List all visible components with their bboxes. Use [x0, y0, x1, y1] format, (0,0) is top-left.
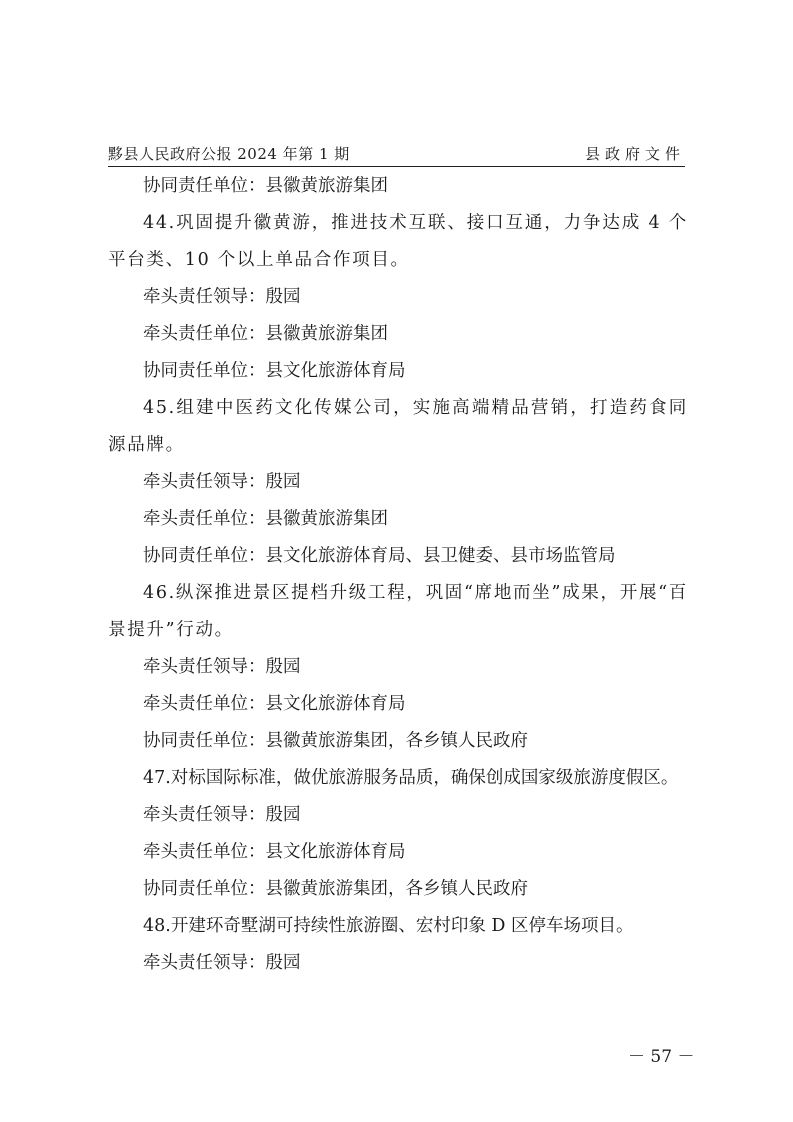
paragraph-lead-unit-2: 牵头责任单位：县徽黄旅游集团: [143, 509, 388, 529]
paragraph-coop-unit-3: 协同责任单位：县文化旅游体育局、县卫健委、县市场监管局: [143, 546, 616, 566]
paragraph-lead-leader-4: 牵头责任领导：殷园: [143, 805, 301, 825]
section-label: 县政府文件: [584, 145, 685, 163]
paragraph-lead-leader-1: 牵头责任领导：殷园: [143, 287, 301, 307]
page-header: [108, 141, 685, 167]
paragraph-coop-unit-4: 协同责任单位：县徽黄旅游集团，各乡镇人民政府: [143, 731, 528, 751]
paragraph-lead-unit-4: 牵头责任单位：县文化旅游体育局: [143, 842, 406, 862]
item-46: 46.纵深推进景区提档升级工程，巩固“席地而坐”成果，开展“百景提升”行动。: [108, 583, 688, 640]
bulletin-title: 黟县人民政府公报 2024 年第 1 期: [108, 145, 350, 163]
paragraph-lead-leader-5: 牵头责任领导：殷园: [143, 953, 301, 973]
header-divider: [108, 166, 685, 167]
paragraph-coop-unit-2: 协同责任单位：县文化旅游体育局: [143, 361, 406, 381]
item-48: 48.开建环奇墅湖可持续性旅游圈、宏村印象 D 区停车场项目。: [143, 916, 634, 936]
paragraph-coop-unit-1: 协同责任单位：县徽黄旅游集团: [143, 176, 388, 196]
item-47: 47.对标国际标准，做优旅游服务品质，确保创成国家级旅游度假区。: [143, 768, 679, 788]
item-45: 45.组建中医药文化传媒公司，实施高端精品营销，打造药食同源品牌。: [108, 398, 688, 455]
item-44: 44.巩固提升徽黄游，推进技术互联、接口互通，力争达成 4 个平台类、10 个以上单品合作项目。: [108, 213, 688, 270]
paragraph-lead-leader-3: 牵头责任领导：殷园: [143, 657, 301, 677]
paragraph-coop-unit-5: 协同责任单位：县徽黄旅游集团，各乡镇人民政府: [143, 879, 528, 899]
paragraph-lead-leader-2: 牵头责任领导：殷园: [143, 472, 301, 492]
paragraph-lead-unit-3: 牵头责任单位：县文化旅游体育局: [143, 694, 406, 714]
paragraph-lead-unit-1: 牵头责任单位：县徽黄旅游集团: [143, 324, 388, 344]
page-number: － 57 －: [628, 1047, 695, 1067]
document-body: [108, 168, 688, 982]
